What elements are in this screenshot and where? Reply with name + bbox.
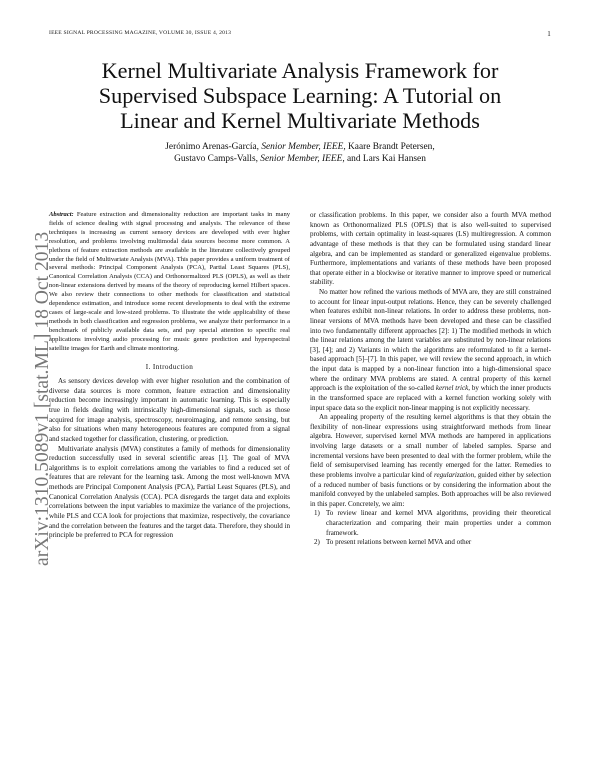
list-item-text: To review linear and kernel MVA algorithms, providing their theoretical characterization and comparing their main properties under a common framework.: [326, 509, 551, 537]
paper-title: [60, 58, 540, 133]
author-role: Senior Member, IEEE: [260, 154, 343, 164]
intro-paragraph-3: or classification problems. In this paper, we consider also a fourth MVA method known as Orthonormalized PLS (OPLS) that is also well-suited to supervised problems, with certain optimality in least-squares (LS) multiregression. A common advantage of these methods is that they can be formulated using standard linear algebra, and can be implemented as standard or generalized eigenvalue problems. Furthermore, implementations and variants of these methods have been proposed that operate either in a blockwise or iterative manner to improve speed or numerical stability.: [310, 211, 551, 287]
list-item: [310, 538, 551, 548]
author-names-tail: , Kaare Brandt Petersen,: [343, 142, 435, 152]
list-item-text: To present relations between kernel MVA and other: [326, 538, 472, 547]
arxiv-stamp: [12, 210, 53, 570]
list-item: [310, 509, 551, 538]
author-line-1: [60, 141, 540, 153]
intro-paragraph-1: As sensory devices develop with ever higher resolution and the combination of diverse data sources is more common, feature extraction and dimensionality reduction become increasingly important in automatic learning. This is especially true in fields dealing with intrinsically high-dimensional signals, such as those acquired for image analysis, spectroscopy, neuroimaging, and remote sensing, but also for situations when many heterogeneous features are computed from a signal and stacked together for classification, clustering, or prediction.: [49, 377, 290, 443]
author-name: Gustavo Camps-Valls,: [174, 154, 261, 164]
paragraph-text: , guided either by selection of a reduced number of basis functions or by considering the information about the manifold conveyed by the unlabeled samples. Both approaches will be also reviewed in this paper. Concretely, we aim:: [310, 470, 551, 508]
regularization-term: regularization: [434, 470, 475, 479]
page-number: 1: [547, 30, 551, 38]
journal-running-head: IEEE SIGNAL PROCESSING MAGAZINE, VOLUME 30, ISSUE 4, 2013: [49, 30, 232, 36]
section-heading-introduction: I. Introduction: [145, 362, 194, 371]
contribution-list: [310, 509, 551, 548]
right-column: [310, 211, 551, 548]
author-line-2: [60, 153, 540, 165]
title-line-1: Kernel Multivariate Analysis Framework for: [101, 58, 499, 83]
title-line-2: Supervised Subspace Learning: A Tutorial on: [98, 83, 502, 108]
arxiv-identifier: arXiv:1310.5089v1 [stat.ML] 18 Oct 2013: [32, 231, 53, 566]
list-item-number: 1): [314, 509, 320, 518]
author-name: Jerónimo Arenas-García,: [165, 142, 262, 152]
abstract: [49, 211, 290, 354]
author-names-tail: , and Lars Kai Hansen: [342, 154, 426, 164]
author-block: [60, 141, 540, 165]
intro-paragraph-4: [310, 288, 551, 413]
intro-paragraph-2: Multivariate analysis (MVA) constitutes a family of methods for dimensionality reduction successfully used in several scientific areas [1]. The goal of MVA algorithms is to exploit correlations among the variables to find a reduced set of features that are relevant for the learning task. Among the most well-known MVA methods are Principal Component Analysis (PCA), Partial Least Squares (PLS), and Canonical Correlation Analysis (CCA). PCA disregards the target data and exploits correlations between the input variables to maximize the variance of the projections, while PLS and CCA look for projections that maximize, respectively, the covariance and the correlation between the features and the target data. Therefore, they should in principle be preferred to PCA for regression: [49, 444, 290, 540]
left-column: [49, 211, 290, 541]
kernel-trick-term: kernel trick: [435, 384, 469, 393]
paragraph-text: An appealing property of the resulting kernel algorithms is that they obtain the flexibility of non-linear expressions using straightforward methods from linear algebra. However, supervised kernel MVA methods are hampered in applications involving large datasets or a small number of labeled samples. Sparse and incremental versions have been presented to deal with the former problem, while the field of semisupervised learning has recently emerged for the latter. Remedies to these problems involve a particular kind of: [310, 413, 551, 479]
abstract-text: Feature extraction and dimensionality reduction are important tasks in many fields of science dealing with signal processing and analysis. The relevance of these techniques is increasing as current sensory devices are developed with ever higher resolution, and problems involving multimodal data sources become more common. A plethora of feature extraction methods are available in the literature collectively grouped under the field of Multivariate Analysis (MVA). This paper provides a uniform treatment of several methods: Principal Component Analysis (PCA), Partial Least Squares (PLS), Canonical Correlation Analysis (CCA) and Orthonormalized PLS (OPLS), as well as their non-linear extensions derived by means of the theory of reproducing kernel Hilbert spaces. We also review their connections to other methods for classification and statistical dependence estimation, and introduce some recent developments to deal with the extreme cases of large-scale and low-sized problems. To illustrate the wide applicability of these methods in both classification and regression problems, we analyze their performance in a benchmark of publicly available data sets, and pay special attention to specific real applications involving audio processing for music genre prediction and hyperspectral satellite images for Earth and climate monitoring.: [49, 211, 290, 352]
paragraph-text: , by which the inner products in the transformed space are replaced with a kernel function working solely with input space data so the explicit non-linear mapping is not explicitly necessary.: [310, 384, 551, 412]
title-line-3: Linear and Kernel Multivariate Methods: [120, 108, 480, 133]
running-header: [49, 30, 551, 40]
abstract-label: Abstract:: [49, 211, 74, 218]
author-role: Senior Member, IEEE: [261, 142, 344, 152]
list-item-number: 2): [314, 538, 320, 547]
intro-paragraph-5: [310, 413, 551, 509]
paragraph-text: No matter how refined the various methods of MVA are, they are still constrained to account for linear input-output relations. Hence, they can be severely challenged when features exhibit non-linear relations. In order to address these problems, non-linear versions of MVA methods have been developed and these can be classified into two fundamentally different approaches [2]: 1) The modified methods in which the linear relations among the latent variables are substituted by non-linear relations [3], [4]; and 2) Variants in which the algorithms are reformulated to fit a kernel-based approach [5]–[7]. In this paper, we will review the second approach, in which the input data is mapped by a non-linear function into a high-dimensional space where the ordinary MVA problems are stated. A central property of this kernel approach is the exploitation of the so-called: [310, 288, 551, 393]
